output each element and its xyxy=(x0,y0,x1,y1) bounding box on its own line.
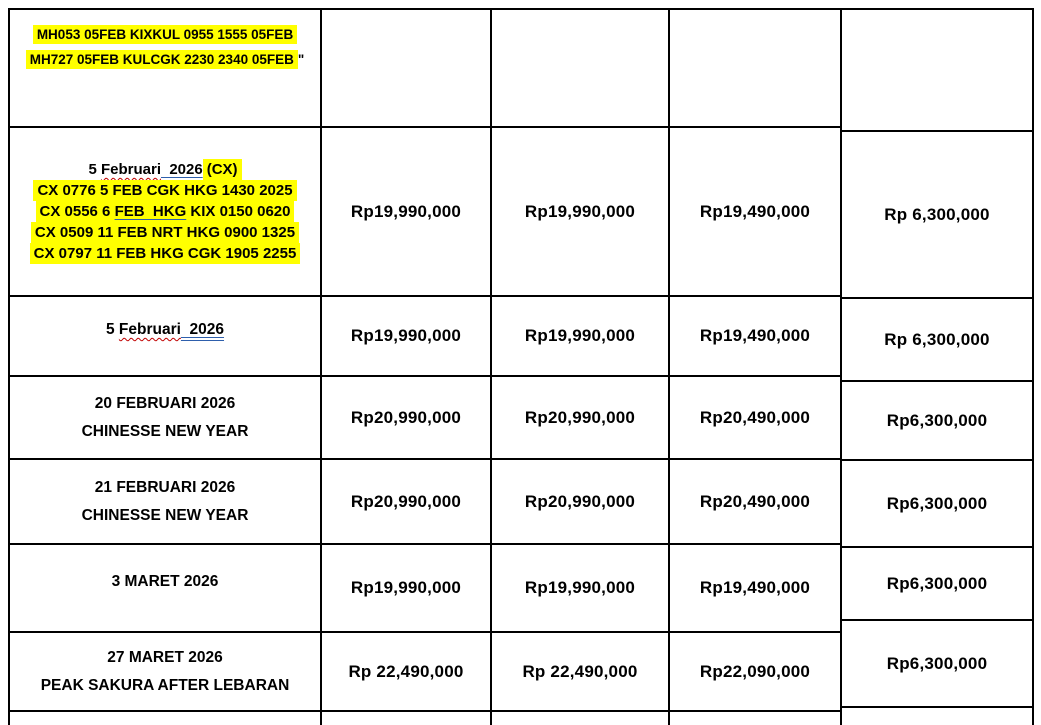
flight-line xyxy=(30,245,301,262)
date-text: 5 xyxy=(105,321,119,338)
date-line xyxy=(107,644,222,672)
flight-note-line xyxy=(33,22,297,47)
price-cell[interactable]: Rp19,490,000 xyxy=(670,128,842,297)
flight-text: CX 0556 6 xyxy=(39,203,115,220)
highlighted-text: MH053 05FEB KIXKUL 0955 1555 05FEB xyxy=(33,25,297,44)
grammarcheck-text: FEB HKG xyxy=(114,203,187,220)
price-cell[interactable] xyxy=(842,10,1032,132)
price-cell[interactable] xyxy=(670,712,842,725)
price-cell[interactable]: Rp 6,300,000 xyxy=(842,132,1032,299)
price-cell[interactable]: Rp19,990,000 xyxy=(322,128,492,297)
highlighted-text xyxy=(36,201,295,222)
quote-mark: " xyxy=(297,52,305,67)
date-line xyxy=(112,568,219,596)
flight-note-line xyxy=(26,47,305,72)
price-cell[interactable]: Rp19,490,000 xyxy=(670,297,842,377)
highlighted-text: CX 0776 5 FEB CGK HKG 1430 2025 xyxy=(33,180,296,201)
highlighted-text: MH727 05FEB KULCGK 2230 2340 05FEB xyxy=(26,50,298,69)
date-line xyxy=(95,474,235,502)
highlighted-text: (CX) xyxy=(203,159,242,180)
price-cell[interactable]: Rp6,300,000 xyxy=(842,461,1032,548)
flight-line xyxy=(36,203,295,220)
price-table xyxy=(8,8,1034,725)
price-cell[interactable] xyxy=(492,712,670,725)
price-cell[interactable]: Rp19,490,000 xyxy=(670,545,842,633)
flight-text: KIX 0150 0620 xyxy=(186,203,291,220)
spellcheck-text: Februari xyxy=(100,161,161,178)
price-table-last-column xyxy=(842,10,1032,725)
price-cell[interactable]: Rp6,300,000 xyxy=(842,548,1032,621)
schedule-cell[interactable] xyxy=(10,128,322,297)
event-text: CHINESSE NEW YEAR xyxy=(81,506,249,524)
date-line xyxy=(41,672,290,700)
price-cell[interactable]: Rp22,090,000 xyxy=(670,633,842,712)
price-cell[interactable]: Rp6,300,000 xyxy=(842,382,1032,461)
price-cell[interactable]: Rp6,300,000 xyxy=(842,621,1032,708)
date-line xyxy=(88,161,241,178)
date-line xyxy=(95,390,235,418)
spellcheck-text: Februari xyxy=(118,321,181,338)
event-text: CHINESSE NEW YEAR xyxy=(81,422,249,440)
highlighted-text: CX 0509 11 FEB NRT HKG 0900 1325 xyxy=(31,222,299,243)
price-cell[interactable]: Rp20,990,000 xyxy=(492,377,670,460)
price-cell[interactable]: Rp19,990,000 xyxy=(322,297,492,377)
grammarcheck-text: 2026 xyxy=(160,161,203,178)
price-cell[interactable] xyxy=(670,10,842,128)
price-cell[interactable]: Rp20,490,000 xyxy=(670,377,842,460)
flight-line xyxy=(31,224,299,241)
schedule-cell[interactable] xyxy=(10,297,322,377)
schedule-cell[interactable] xyxy=(10,377,322,460)
flight-line xyxy=(33,182,296,199)
date-line xyxy=(82,502,249,530)
schedule-cell[interactable] xyxy=(10,712,322,725)
schedule-cell[interactable] xyxy=(10,545,322,633)
price-cell[interactable] xyxy=(492,10,670,128)
schedule-cell[interactable] xyxy=(10,460,322,545)
price-cell[interactable]: Rp19,990,000 xyxy=(492,545,670,633)
price-cell[interactable] xyxy=(842,708,1032,725)
date-line xyxy=(82,418,249,446)
date-text: 5 xyxy=(88,161,101,178)
price-cell[interactable]: Rp20,990,000 xyxy=(322,377,492,460)
price-cell[interactable]: Rp 22,490,000 xyxy=(492,633,670,712)
date-text: 3 MARET 2026 xyxy=(111,573,219,590)
price-cell[interactable]: Rp20,490,000 xyxy=(670,460,842,545)
date-text: 27 MARET 2026 xyxy=(107,648,223,666)
price-cell[interactable]: Rp 6,300,000 xyxy=(842,299,1032,382)
price-cell[interactable]: Rp20,990,000 xyxy=(492,460,670,545)
price-cell[interactable] xyxy=(322,712,492,725)
date-text: 21 FEBRUARI 2026 xyxy=(94,478,236,496)
price-cell[interactable] xyxy=(322,10,492,128)
price-cell[interactable]: Rp20,990,000 xyxy=(322,460,492,545)
price-table-main-columns xyxy=(10,10,842,725)
date-line xyxy=(106,316,224,344)
price-cell[interactable]: Rp19,990,000 xyxy=(492,297,670,377)
price-cell[interactable]: Rp 22,490,000 xyxy=(322,633,492,712)
grammarcheck-text: 2026 xyxy=(180,321,225,338)
highlighted-text: CX 0797 11 FEB HKG CGK 1905 2255 xyxy=(30,243,301,264)
price-cell[interactable]: Rp19,990,000 xyxy=(492,128,670,297)
schedule-cell[interactable] xyxy=(10,633,322,712)
price-cell[interactable]: Rp19,990,000 xyxy=(322,545,492,633)
event-text: PEAK SAKURA AFTER LEBARAN xyxy=(40,676,290,694)
date-text: 20 FEBRUARI 2026 xyxy=(94,394,236,412)
schedule-cell[interactable] xyxy=(10,10,322,128)
